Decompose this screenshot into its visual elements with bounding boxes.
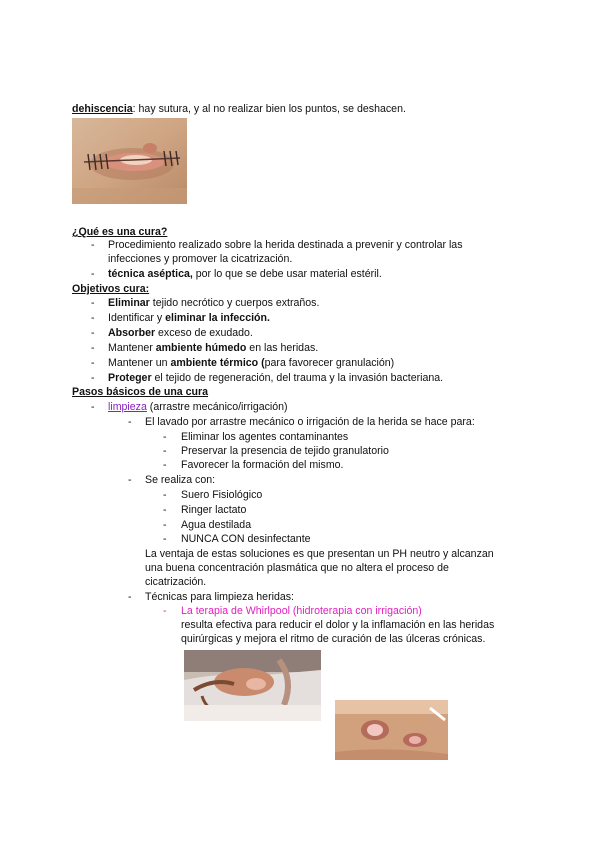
pasos-heading: Pasos básicos de una cura [72,386,209,398]
bullet-dash: - [91,297,95,309]
realiza-item: NUNCA CON desinfectante [181,533,311,545]
bullet-dash: - [128,591,132,603]
cura-heading: ¿Qué es una cura? [72,226,168,238]
ventaja-line: cicatrización. [145,576,207,588]
sutured-wound-photo [72,118,187,204]
objetivo-bold: Proteger [108,372,152,384]
objetivo-bold: eliminar la infección. [165,312,270,324]
objetivo-post: el tejido de regeneración, del trauma y la invasión bacteriana. [151,372,444,384]
dehiscence-term: dehiscencia [72,103,133,115]
bullet-dash: - [163,605,167,617]
objetivo-pre: Identificar y [108,312,166,324]
ventaja-line: una buena concentración plasmática que no altera el proceso de [145,562,449,574]
objetivo-item [108,311,270,325]
bullet-dash: - [91,268,95,280]
abdominal-wound-photo [335,700,448,760]
whirlpool-title: La terapia de Whirlpool (hidroterapia con irrigación) [181,605,422,617]
cura-item-1-line1: Procedimiento realizado sobre la herida destinada a prevenir y controlar las [108,239,463,251]
realiza-item: Agua destilada [181,519,252,531]
objetivo-item [108,356,394,370]
dehiscence-line [72,102,406,116]
bullet-dash: - [91,312,95,324]
realiza-item: Ringer lactato [181,504,247,516]
bullet-dash: - [163,504,167,516]
objetivo-item [108,371,443,385]
objetivos-heading: Objetivos cura: [72,283,150,295]
objetivo-item [108,296,319,310]
realiza-intro: Se realiza con: [145,474,216,486]
limpieza-item [108,400,288,414]
objetivo-item [108,341,318,355]
objetivo-post: exceso de exudado. [155,327,253,339]
bullet-dash: - [91,342,95,354]
bullet-dash: - [163,445,167,457]
whirlpool-text: quirúrgicas y mejora el ritmo de curación de las úlceras crónicas. [181,633,486,645]
bullet-dash: - [163,459,167,471]
irrigation-foot-photo [184,650,321,721]
lavado-intro: El lavado por arrastre mecánico o irrigación de la herida se hace para: [145,416,475,428]
objetivo-pre: Mantener [108,342,156,354]
bullet-dash: - [91,327,95,339]
dehiscence-text: : hay sutura, y al no realizar bien los puntos, se deshacen. [132,103,406,115]
cura-item-2-bold: técnica aséptica, [108,268,193,280]
objetivo-bold: ambiente térmico ( [170,357,265,369]
objetivo-bold: Absorber [108,327,156,339]
bullet-dash: - [163,431,167,443]
objetivo-item [108,326,253,340]
bullet-dash: - [163,519,167,531]
limpieza-rest: (arrastre mecánico/irrigación) [146,401,288,413]
bullet-dash: - [91,401,95,413]
objetivo-bold: ambiente húmedo [155,342,247,354]
objetivo-post: para favorecer granulación) [264,357,395,369]
lavado-item: Eliminar los agentes contaminantes [181,431,349,443]
bullet-dash: - [91,357,95,369]
cura-item-2-rest: por lo que se debe usar material estéril. [192,268,382,280]
bullet-dash: - [163,489,167,501]
tecnicas-intro: Técnicas para limpieza heridas: [145,591,294,603]
bullet-dash: - [163,533,167,545]
cura-item-1-line2: infecciones y promover la cicatrización. [108,253,293,265]
ventaja-line: La ventaja de estas soluciones es que presentan un PH neutro y alcanzan [145,548,494,560]
lavado-item: Favorecer la formación del mismo. [181,459,344,471]
whirlpool-text: resulta efectiva para reducir el dolor y la inflamación en las heridas [181,619,495,631]
cura-item-2 [108,267,382,281]
bullet-dash: - [91,239,95,251]
objetivo-bold: Eliminar [108,297,150,309]
realiza-item: Suero Fisiológico [181,489,263,501]
objetivo-post: tejido necrótico y cuerpos extraños. [149,297,320,309]
bullet-dash: - [91,372,95,384]
objetivo-post: en las heridas. [246,342,319,354]
bullet-dash: - [128,474,132,486]
limpieza-link[interactable]: limpieza [108,401,147,413]
objetivo-pre: Mantener un [108,357,171,369]
lavado-item: Preservar la presencia de tejido granulatorio [181,445,389,457]
bullet-dash: - [128,416,132,428]
